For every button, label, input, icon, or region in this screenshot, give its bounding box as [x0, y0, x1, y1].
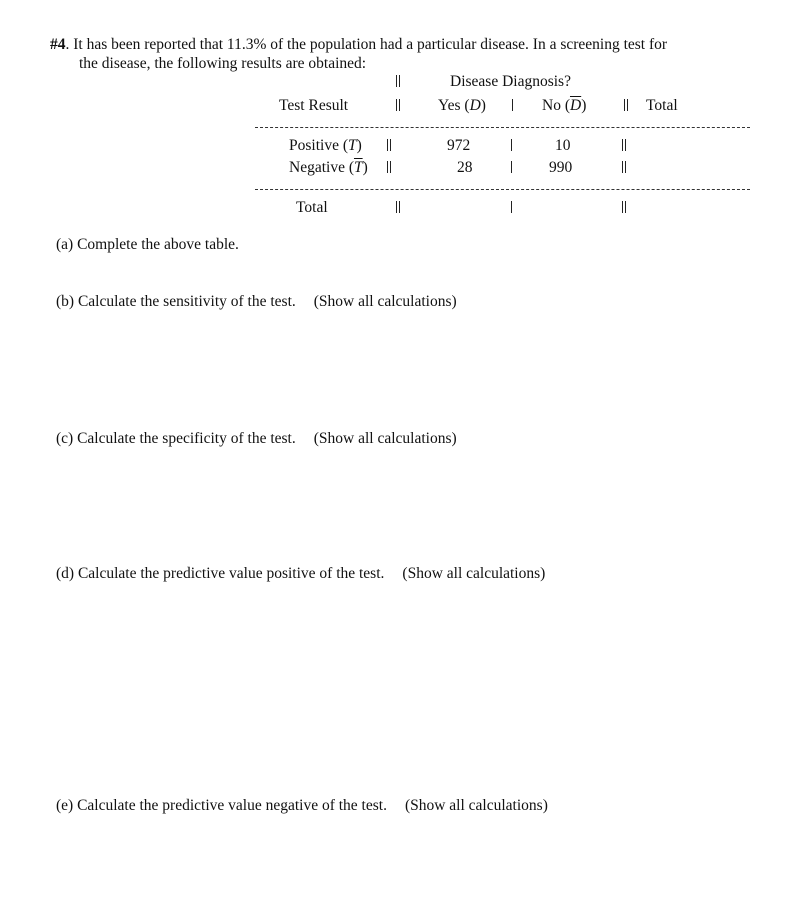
double-bar-divider [396, 99, 400, 111]
double-bar-divider [622, 161, 626, 173]
cell-positive-yes: 972 [447, 137, 471, 154]
total-header: Total [646, 97, 678, 114]
cell-negative-no: 990 [549, 159, 573, 176]
no-disease-header: No $(\overline{D})$ [542, 97, 587, 114]
double-bar-divider [387, 139, 391, 151]
disease-diagnosis-header: Disease Diagnosis? [450, 73, 571, 90]
question-d: (d) Calculate the predictive value positive of the test. (Show all calculations) [56, 565, 546, 582]
single-bar-divider [512, 99, 513, 111]
row-label-negative: Negative $(\overline{T})$ [289, 159, 368, 176]
double-bar-divider [396, 201, 400, 213]
row-label-positive: Positive (T) [289, 137, 362, 154]
total-row-label: Total [296, 199, 328, 216]
test-result-header: Test Result [279, 97, 349, 114]
question-e: (e) Calculate the predictive value negative of the test. (Show all calculations) [56, 797, 548, 814]
double-bar-divider [622, 201, 626, 213]
yes-disease-header: Yes (D) [438, 97, 486, 114]
double-bar-divider [624, 99, 628, 111]
question-c: (c) Calculate the specificity of the test. (Show all calculations) [56, 430, 457, 447]
double-bar-divider [387, 161, 391, 173]
table-rule-top [255, 127, 750, 128]
double-bar-divider [622, 139, 626, 151]
cell-negative-yes: 28 [457, 159, 473, 176]
single-bar-divider [511, 161, 512, 173]
cell-positive-no: 10 [555, 137, 571, 154]
problem-text-line1: . It has been reported that 11.3% of the population had a particular disease. In a screening test for [65, 36, 668, 53]
single-bar-divider [511, 201, 512, 213]
question-b: (b) Calculate the sensitivity of the test. (Show all calculations) [56, 293, 457, 310]
double-bar-divider [396, 75, 400, 87]
problem-text-line2: the disease, the following results are obtained: [79, 55, 367, 72]
problem-statement-line1 [50, 37, 667, 53]
single-bar-divider [511, 139, 512, 151]
table-rule-bottom [255, 189, 750, 190]
question-a: (a) Complete the above table. [56, 236, 239, 253]
problem-number: #4 [50, 36, 66, 53]
